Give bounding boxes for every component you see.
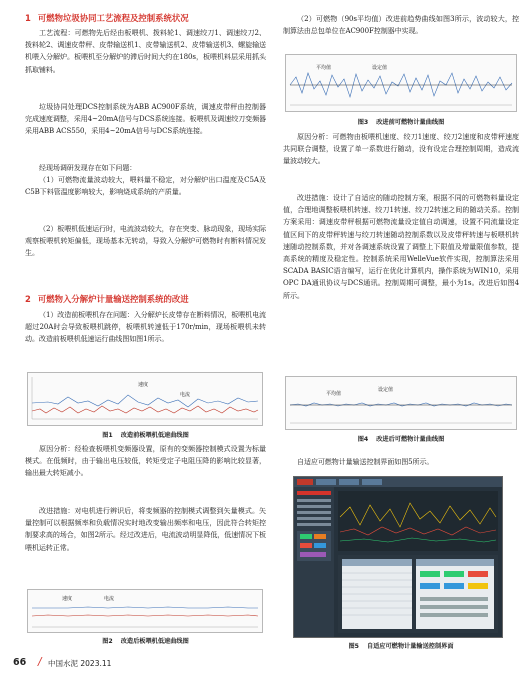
page-number: 66	[13, 657, 27, 668]
paragraph: （2）可燃物（90s平均值）改进前趋势曲线如图3所示，波动较大，控制算法由总包单位在AC900F控制器中实现。	[283, 14, 519, 36]
figure-number: 图1	[102, 432, 113, 439]
figure-number: 图5	[348, 643, 359, 650]
section-title: 可燃物入分解炉计量输送控制系统的改进	[37, 294, 189, 304]
figure-caption-text: 改进前可燃物计量曲线图	[376, 119, 445, 126]
figure-5-screenshot	[293, 476, 503, 638]
figure-3-caption	[283, 117, 519, 126]
trend-chart	[28, 590, 262, 632]
footer-slash-icon: /	[36, 655, 43, 668]
page-footer	[0, 655, 526, 680]
figure-5-caption	[283, 641, 519, 650]
figure-2-plot	[27, 589, 263, 633]
paragraph: 垃圾协同处理DCS控制系统为ABB AC900F系统，调速皮带秤由控制器完成速度调整，采用4~20mA信号与DCS系统连接。板喂机及调速绞刀变频器采用ABB ACS550，采用4~20mA信号与DCS系统连接。	[25, 102, 266, 136]
paragraph: （2）板喂机低速运行时，电流波动较大，存在突变、脉动现象，现场实际观察板喂机转矩偏低，现场基本无转动，导致入分解炉可燃物时有断料情况发生。	[25, 224, 266, 258]
paragraph: 工艺流程：可燃物先后经由板喂机、拨料轮1、调速绞刀1、调速绞刀2、拨料轮2、调速皮带秤、皮带输送机1、皮带输送机2、皮带输送机3、螺旋输送机喂入分解炉。板喂机至分解炉的滞后时间大约在180s，板喂机料层采用抓头抓取铺料。	[25, 28, 266, 74]
paragraph: 原因分析：经检查板喂机变频器设置，原有的变频器控制模式设置为标量模式。在低频时，由于输出电压较低，转矩受定子电阻压降的影响比较显著，输出最大转矩减小。	[25, 444, 266, 478]
paragraph: 经现场调研发现存在如下问题：	[39, 163, 137, 172]
series-label: 电流	[104, 596, 115, 602]
trend-chart	[286, 377, 516, 429]
series-label: 设定值	[378, 387, 394, 393]
series-label: 设定值	[372, 65, 388, 71]
series-label: 速度	[62, 596, 73, 602]
section-2-heading	[25, 294, 189, 305]
journal-name: 中国水泥 2023.11	[48, 659, 112, 668]
figure-4-plot	[285, 376, 517, 430]
figure-number: 图2	[102, 638, 113, 645]
section-number: 2	[25, 294, 31, 304]
paragraph: 改进措施：对电机进行辨识后，将变频器的控制模式调整到矢量模式。矢量控制可以根据频率和负载情况实时地改变输出频率和电压，因此符合转矩控制要求高的场合，如图2所示。经过改进后，电流波动明显降低，低速情况下板喂机运转正常。	[25, 506, 266, 552]
paragraph: （1）可燃物流量波动较大，喂料量不稳定，对分解炉出口温度及C5A及C5B下料管温度影响较大，影响烧成系统的产质量。	[25, 175, 266, 197]
paragraph: （1）改造前板喂机存在问题：入分解炉长皮带存在断料情况，板喂机电流超过20A时会导致板喂机跳停，板喂机转速低于170r/min，现场板喂机未转动。改造前板喂机低速运行曲线图如图1所示。	[25, 310, 266, 344]
section-1-heading	[25, 13, 189, 24]
paragraph: 原因分析：可燃物由板喂机速度、绞刀1速度、绞刀2速度和皮带秤速度共同联合调整，设置了单一系数进行随动，没有设定合理控制周期，造成流量波动较大。	[283, 132, 519, 166]
figure-4-caption	[283, 434, 519, 443]
trend-chart	[286, 55, 516, 111]
trend-chart	[28, 373, 262, 425]
figure-caption-text: 改造前板喂机低速曲线图	[120, 432, 189, 439]
series-label: 平均值	[316, 65, 332, 71]
section-title: 可燃物垃圾协同工艺流程及控制系统状况	[37, 13, 189, 23]
figure-number: 图4	[357, 436, 369, 443]
series-label: 平均值	[326, 391, 342, 397]
section-number: 1	[25, 13, 31, 23]
figure-caption-text: 改进后可燃物计量曲线图	[376, 436, 445, 443]
figure-caption-text: 自适应可燃物计量输送控制界面	[366, 643, 454, 650]
series-label: 速度	[138, 382, 149, 388]
paragraph: 自适应可燃物计量输送控制界面如图5所示。	[297, 457, 434, 466]
figure-number: 图3	[357, 119, 369, 126]
control-interface-image	[294, 477, 502, 637]
figure-1-plot	[27, 372, 263, 426]
figure-1-caption	[25, 430, 266, 439]
paragraph: 改进措施：设计了自适应的随动控制方案，根据不同的可燃物料量设定值，合理地调整板喂机转速、绞刀1转速、绞刀2转速之间的随动关系。控制方案采用：调速皮带秤根据可燃物流量设定值自动调速，设置不同流量设定值区间下的皮带秤转速与绞刀转速随动控制系数以及皮带秤转速与板喂机转速随动控制系数，并对各调速系统设置了调整上下限值及增量限值参数，提高系统的精度及稳定性。控制系统采用WelleVue软件实现，控制算法采用SCADA BASIC语言编写，运行在优化计算机内，操作系统为WIN10，采用OPC DA通讯协议与DCS通讯。控制周期可调整，最小为1s。改进后如图4所示。	[283, 193, 519, 300]
figure-caption-text: 改造后板喂机低速曲线图	[120, 638, 189, 645]
figure-3-plot	[285, 54, 517, 112]
figure-2-caption	[25, 636, 266, 645]
series-label: 电流	[180, 392, 191, 398]
